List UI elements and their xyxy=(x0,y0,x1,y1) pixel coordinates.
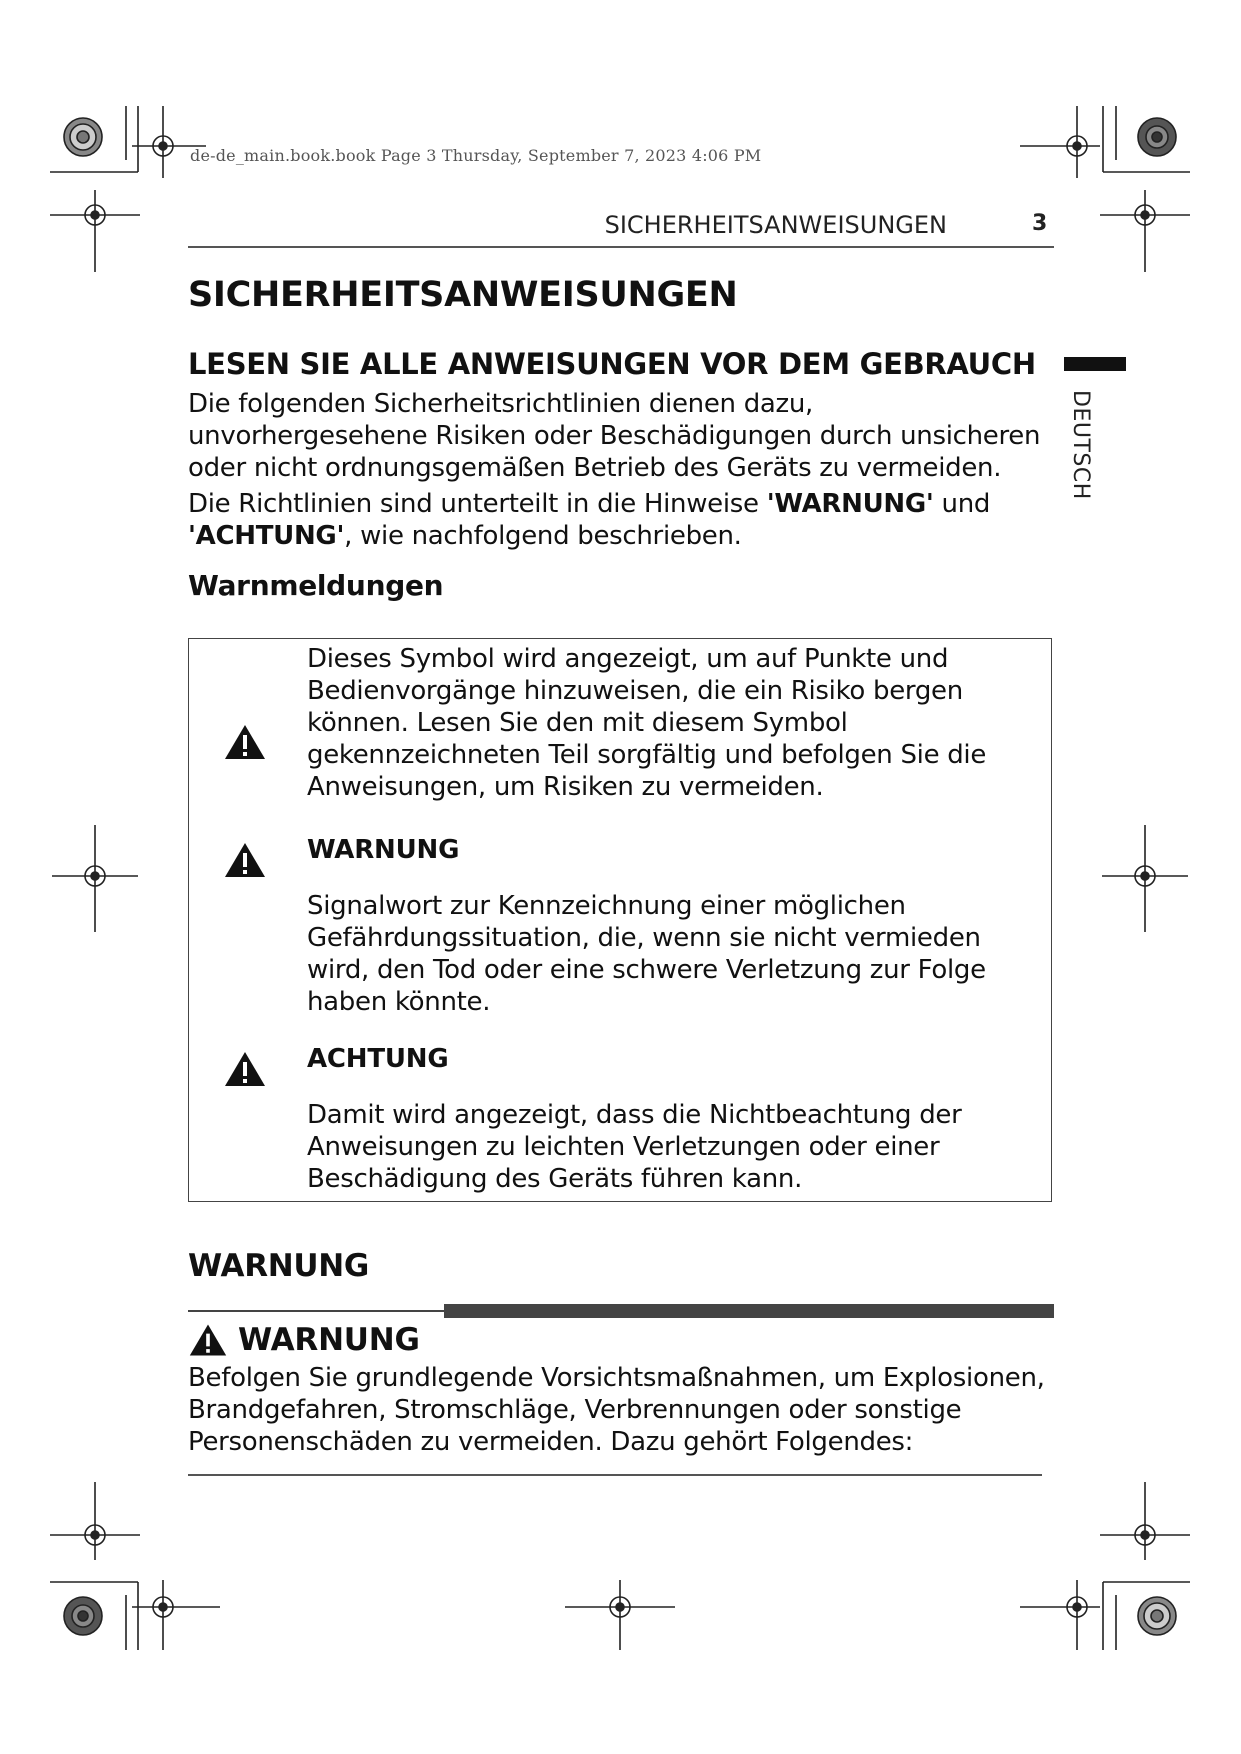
warning-definitions-box xyxy=(188,638,1052,1202)
p2-bold-warnung: 'WARNUNG' xyxy=(766,489,934,519)
header-rule xyxy=(188,246,1054,248)
top-left-target-icon xyxy=(64,118,102,156)
warning-triangle-icon xyxy=(223,841,267,879)
crosshair-icon xyxy=(1020,1580,1100,1650)
p2-before: Die Richtlinien sind unterteilt in die Hinweise xyxy=(188,489,767,519)
side-tab-label: DEUTSCH xyxy=(1068,390,1093,500)
warnung-heading: WARNUNG xyxy=(307,835,460,865)
book-meta-line: de-de_main.book.book Page 3 Thursday, September 7, 2023 4:06 PM xyxy=(190,146,762,165)
caution-triangle-icon xyxy=(223,1050,267,1088)
symbol-description: Dieses Symbol wird angezeigt, um auf Punkte und Bedienvorgänge hinzuweisen, die ein Risiko bergen können. Lesen Sie den mit diesem Symbol gekennzeichneten Teil sorgfältig und befolgen Sie die Anweisungen, um Risiken zu vermeiden. xyxy=(307,644,987,802)
warnung-description: Signalwort zur Kennzeichnung einer möglichen Gefährdungssituation, die, wenn sie nicht vermieden wird, den Tod oder eine schwere Verletzung zur Folge haben könnte. xyxy=(307,891,986,1017)
crosshair-icon xyxy=(1102,825,1188,932)
crosshair-icon xyxy=(52,825,138,932)
page-number: 3 xyxy=(1032,211,1048,236)
p2-after: , wie nachfolgend beschrieben. xyxy=(344,521,742,551)
bottom-rule xyxy=(188,1474,1042,1476)
bottom-left-target-icon xyxy=(64,1597,102,1635)
page-title: SICHERHEITSANWEISUNGEN xyxy=(188,275,738,315)
running-head: SICHERHEITSANWEISUNGEN xyxy=(604,211,947,239)
crosshair-icon xyxy=(1100,1482,1190,1560)
crosshair-icon xyxy=(1020,106,1100,178)
warning-triangle-icon xyxy=(223,723,267,761)
top-right-target-icon xyxy=(1138,118,1176,156)
warnung-rule-thick xyxy=(444,1304,1054,1318)
crosshair-icon xyxy=(132,106,206,178)
warnung-label-row xyxy=(188,1318,420,1362)
intro-paragraph-2 xyxy=(188,488,1054,552)
p2-bold-achtung: 'ACHTUNG' xyxy=(188,521,345,551)
crosshair-icon xyxy=(1100,190,1190,272)
crosshair-icon xyxy=(565,1580,675,1650)
warnung-rule-thin xyxy=(188,1310,444,1312)
intro-paragraph: Die folgenden Sicherheitsrichtlinien dienen dazu, unvorhergesehene Risiken oder Beschädigungen durch unsicheren oder nicht ordnungsgemäßen Betrieb des Geräts zu vermeiden. xyxy=(188,389,1041,483)
warnung-label: WARNUNG xyxy=(238,1322,420,1358)
achtung-description: Damit wird angezeigt, dass die Nichtbeachtung der Anweisungen zu leichten Verletzungen oder einer Beschädigung des Geräts führen kann. xyxy=(307,1100,962,1194)
crosshair-icon xyxy=(50,190,140,272)
crosshair-icon xyxy=(132,1580,220,1650)
crosshair-icon xyxy=(50,1482,140,1560)
bottom-right-target-icon xyxy=(1138,1597,1176,1635)
warnung-text: Befolgen Sie grundlegende Vorsichtsmaßnahmen, um Explosionen, Brandgefahren, Stromschläge, Verbrennungen oder sonstige Personenschäden zu vermeiden. Dazu gehört Folgendes: xyxy=(188,1363,1045,1457)
section-title: LESEN SIE ALLE ANWEISUNGEN VOR DEM GEBRAUCH xyxy=(188,346,1036,381)
warning-triangle-icon xyxy=(188,1322,228,1358)
p2-mid: und xyxy=(933,489,991,519)
achtung-heading: ACHTUNG xyxy=(307,1044,449,1074)
warnmeldungen-title: Warnmeldungen xyxy=(188,569,444,602)
warnung-section-heading: WARNUNG xyxy=(188,1248,370,1284)
side-tab-bar xyxy=(1064,357,1126,371)
main-content xyxy=(188,266,1054,604)
